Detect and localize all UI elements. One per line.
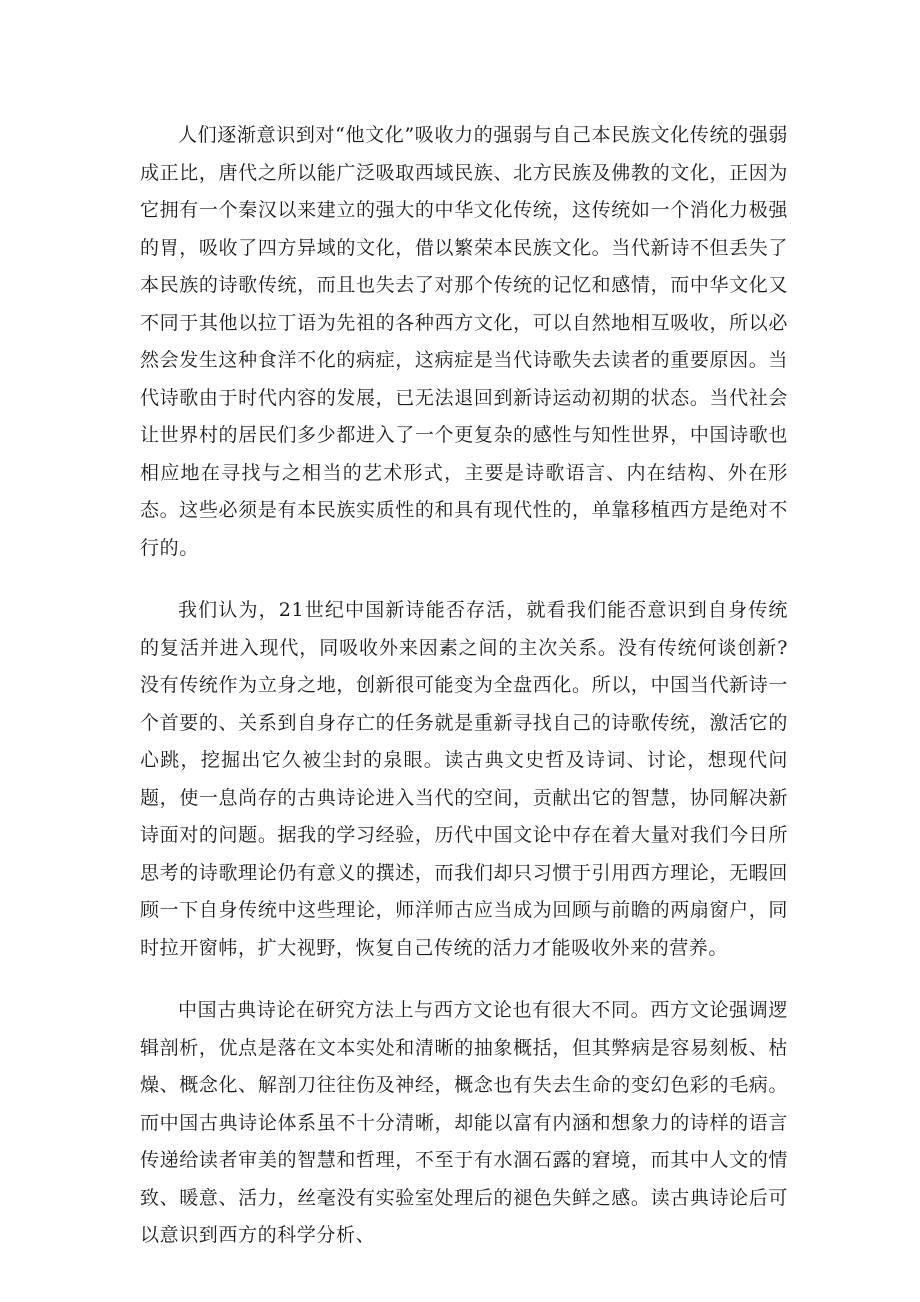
paragraph-3: 中国古典诗论在研究方法上与西方文论也有很大不同。西方文论强调逻辑剖析，优点是落在文本实处和清晰的抽象概括，但其弊病是容易刻板、枯燥、概念化、解剖刀往往伤及神经，概念也有失去生命的变幻色彩的毛病。而中国古典诗论体系虽不十分清晰，却能以富有内涵和想象力的诗样的语言传递给读者审美的智慧和哲理，不至于有水涸石露的窘境，而其中人文的情致、暖意、活力，丝毫没有实验室处理后的褪色失鲜之感。读古典诗论后可以意识到西方的科学分析、 (140, 999, 788, 1246)
document-body (140, 117, 788, 1280)
paragraph-2: 我们认为，21世纪中国新诗能否存活，就看我们能否意识到自身传统的复活并进入现代，同吸收外来因素之间的主次关系。没有传统何谈创新?没有传统作为立身之地，创新很可能变为全盘西化。所以，中国当代新诗一个首要的、关系到自身存亡的任务就是重新寻找自己的诗歌传统，激活它的心跳，挖掘出它久被尘封的泉眼。读古典文史哲及诗词、讨论，想现代问题，使一息尚存的古典诗论进入当代的空间，贡献出它的智慧，协同解决新诗面对的问题。据我的学习经验，历代中国文论中存在着大量对我们今日所思考的诗歌理论仍有意义的撰述，而我们却只习惯于引用西方理论，无暇回顾一下自身传统中这些理论，师洋师古应当成为回顾与前瞻的两扇窗户，同时拉开窗帏，扩大视野，恢复自己传统的活力才能吸收外来的营养。 (140, 599, 788, 959)
paragraph-1: 人们逐渐意识到对“他文化”吸收力的强弱与自己本民族文化传统的强弱成正比，唐代之所以能广泛吸取西域民族、北方民族及佛教的文化，正因为它拥有一个秦汉以来建立的强大的中华文化传统，这传统如一个消化力极强的胃，吸收了四方异域的文化，借以繁荣本民族文化。当代新诗不但丢失了本民族的诗歌传统，而且也失去了对那个传统的记忆和感情，而中华文化又不同于其他以拉丁语为先祖的各种西方文化，可以自然地相互吸收，所以必然会发生这种食洋不化的病症，这病症是当代诗歌失去读者的重要原因。当代诗歌由于时代内容的发展，已无法退回到新诗运动初期的状态。当代社会让世界村的居民们多少都进入了一个更复杂的感性与知性世界，中国诗歌也相应地在寻找与之相当的艺术形式，主要是诗歌语言、内在结构、外在形态。这些必须是有本民族实质性的和具有现代性的，单靠移植西方是绝对不行的。 (140, 124, 788, 559)
